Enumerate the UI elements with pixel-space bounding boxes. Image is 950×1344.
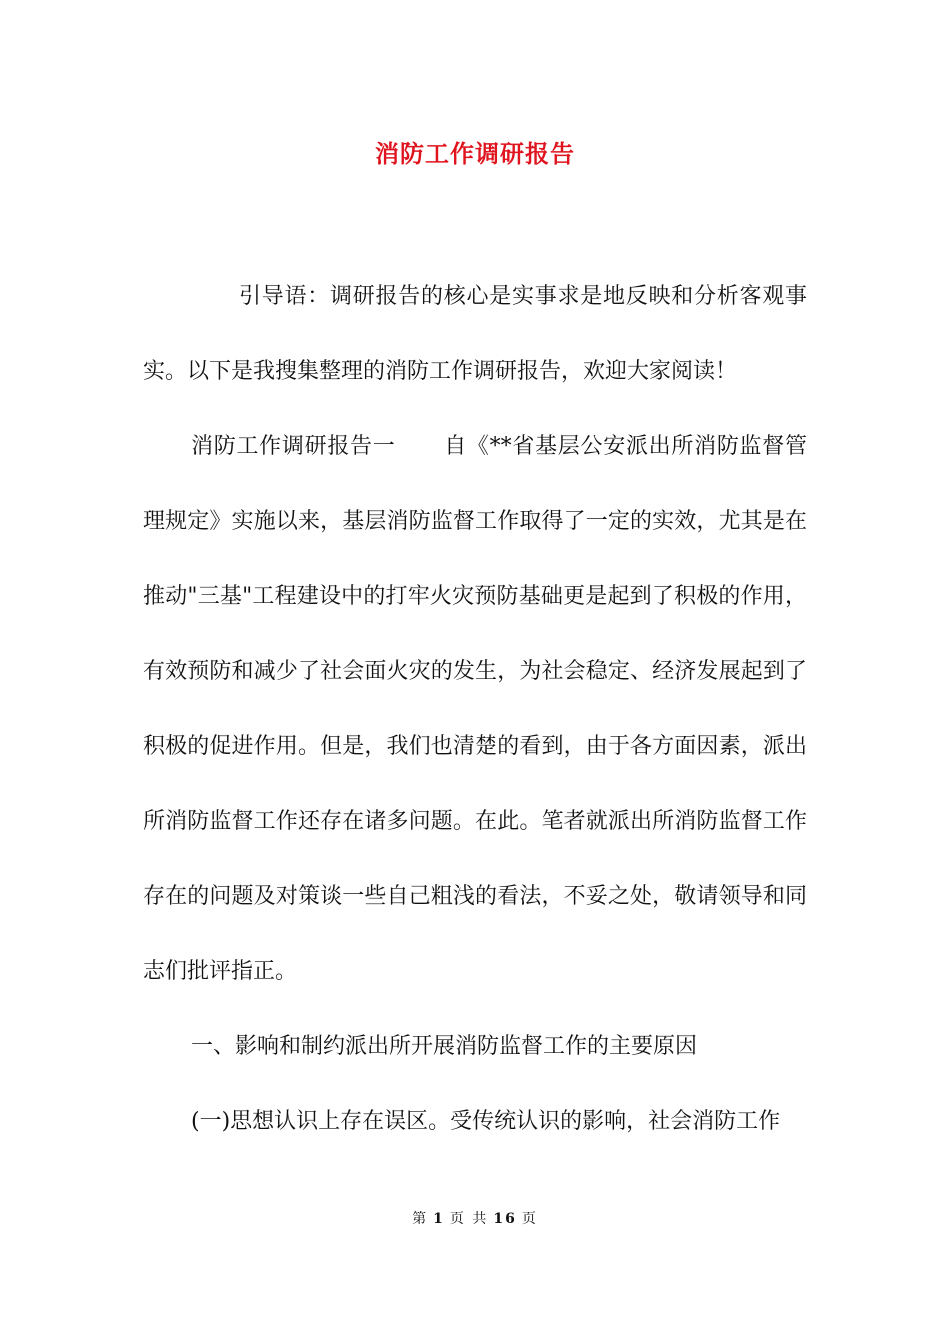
page-footer	[0, 1208, 950, 1228]
page-middle: 页 共	[449, 1211, 489, 1227]
intro-paragraph: 引导语：调研报告的核心是实事求是地反映和分析客观事实。以下是我搜集整理的消防工作调研报告，欢迎大家阅读！	[143, 284, 807, 384]
page-suffix: 页	[521, 1211, 538, 1227]
section-heading: 一、影响和制约派出所开展消防监督工作的主要原因	[191, 1034, 698, 1059]
section-paragraph	[143, 409, 807, 1009]
subsection-paragraph: (一)思想认识上存在误区。受传统认识的影响，社会消防工作	[191, 1109, 781, 1134]
page-current: 1	[433, 1211, 445, 1227]
section-label: 消防工作调研报告一	[191, 434, 396, 459]
document-title: 消防工作调研报告	[375, 139, 575, 168]
section-body: 自《**省基层公安派出所消防监督管理规定》实施以来，基层消防监督工作取得了一定的实效，尤其是在推动"三基"工程建设中的打牢火灾预防基础更是起到了积极的作用，有效预防和减少了社会面火灾的发生，为社会稳定、经济发展起到了积极的促进作用。但是，我们也清楚的看到，由于各方面因素，派出所消防监督工作还存在诸多问题。在此。笔者就派出所消防监督工作存在的问题及对策谈一些自己粗浅的看法，不妥之处，敬请领导和同志们批评指正。	[143, 434, 807, 984]
page-prefix: 第	[412, 1211, 429, 1227]
page-total: 16	[493, 1211, 517, 1227]
